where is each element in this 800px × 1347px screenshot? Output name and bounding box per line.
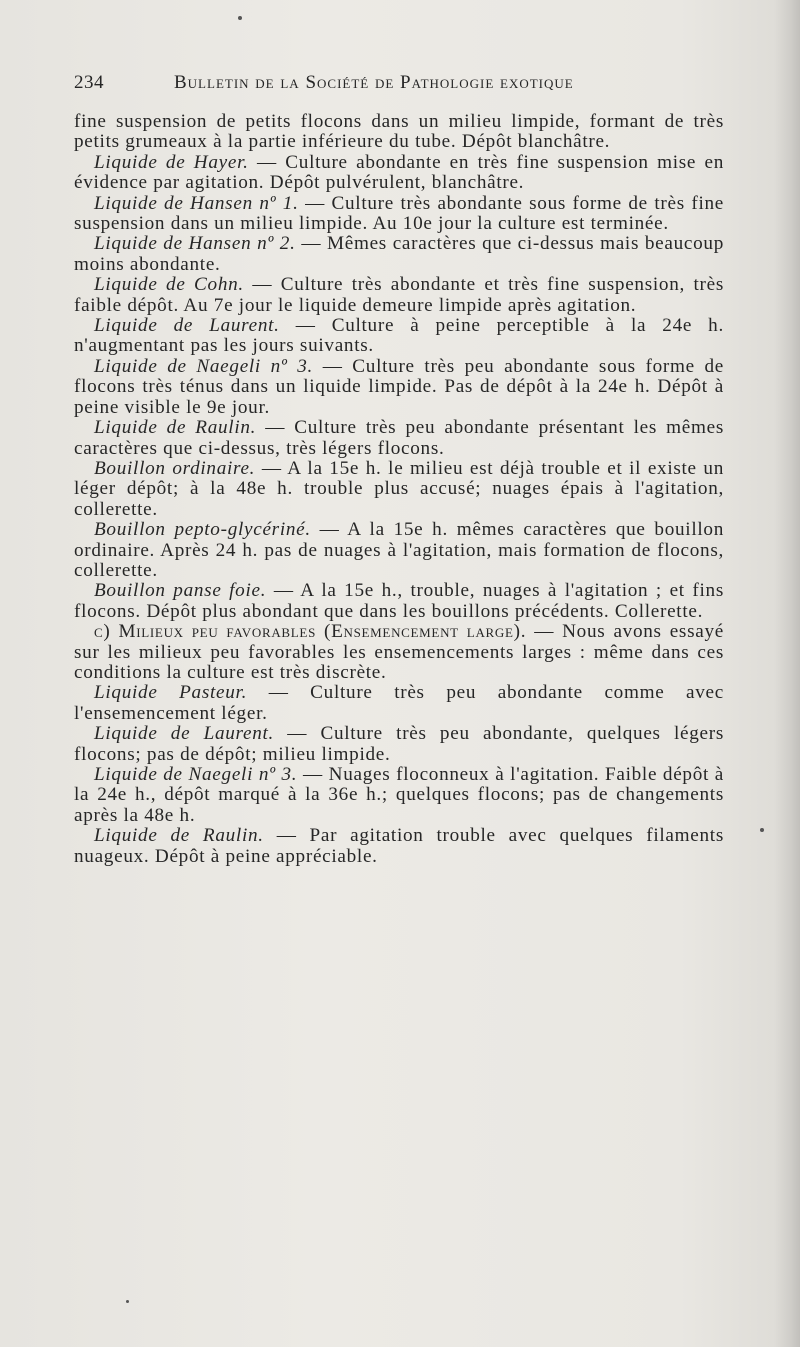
medium-name: Liquide de Hansen nº 2. bbox=[94, 233, 296, 255]
paragraph bbox=[74, 520, 724, 581]
paragraph bbox=[74, 153, 724, 194]
paragraph-text: — Culture très peu abondante sous forme de flocons très ténus dans un liquide limpide. Pas de dépôt à la 24e h. Dépôt à peine visible le 9e jour. bbox=[74, 355, 724, 418]
medium-name: Liquide de Cohn. bbox=[94, 274, 244, 296]
paragraph-text: — Mêmes caractères que ci-dessus mais beaucoup moins abondante. bbox=[74, 233, 724, 275]
paragraph bbox=[74, 275, 724, 316]
paragraph-text: — A la 15e h. le milieu est déjà trouble et il existe un léger dépôt; à la 48e h. trouble plus accusé; nuages épais à l'agitation, collerette. bbox=[74, 457, 724, 520]
medium-name: Liquide de Raulin. bbox=[94, 825, 264, 847]
scan-speck bbox=[760, 828, 764, 832]
paragraph bbox=[74, 194, 724, 235]
medium-name: Bouillon pepto-glycériné. bbox=[94, 519, 311, 541]
paragraph-text: — Nuages floconneux à l'agitation. Faible dépôt à la 24e h., dépôt marqué à la 36e h.; quelques flocons; pas de changements après la 48e h. bbox=[74, 764, 725, 826]
paragraph-text: — Culture très abondante sous forme de très fine suspension dans un milieu limpide. Au 10e jour la culture est terminée. bbox=[74, 192, 724, 235]
page-body bbox=[74, 112, 724, 867]
paragraph bbox=[74, 826, 724, 867]
page-edge-shadow bbox=[774, 0, 800, 1347]
paragraph-text: — Culture très peu abondante présentant les mêmes caractères que ci-dessus, très légers flocons. bbox=[74, 417, 724, 459]
medium-name: Bouillon panse foie. bbox=[94, 580, 267, 602]
medium-name: Bouillon ordinaire. bbox=[94, 457, 256, 479]
paragraph-text: — A la 15e h. mêmes caractères que bouillon ordinaire. Après 24 h. pas de nuages à l'agitation, mais formation de flocons, collerette. bbox=[74, 519, 724, 581]
paragraph bbox=[74, 112, 724, 153]
medium-name: Liquide de Laurent. bbox=[94, 315, 280, 337]
scan-speck bbox=[126, 1300, 129, 1303]
paragraph-text: — Par agitation trouble avec quelques filaments nuageux. Dépôt à peine appréciable. bbox=[74, 825, 724, 867]
medium-name: Liquide de Laurent. bbox=[94, 723, 275, 745]
page-header bbox=[74, 72, 714, 102]
paragraph bbox=[74, 765, 724, 826]
medium-name: Liquide Pasteur. bbox=[94, 682, 248, 704]
paragraph bbox=[74, 459, 724, 520]
medium-name: Liquide de Raulin. bbox=[94, 417, 257, 439]
paragraph-text: — Culture abondante en très fine suspension mise en évidence par agitation. Dépôt pulvérulent, blanchâtre. bbox=[74, 151, 725, 194]
section-label: c) Milieux peu favorables (Ensemencement large). bbox=[94, 621, 527, 643]
paragraph bbox=[74, 357, 724, 418]
paragraph bbox=[74, 683, 724, 724]
page-number: 234 bbox=[74, 72, 104, 93]
paragraph-text: — Culture très peu abondante comme avec l'ensemencement léger. bbox=[74, 682, 724, 724]
paragraph-text: — Nous avons essayé sur les milieux peu favorables les ensemencements larges : même dans ces conditions la culture est très discrète. bbox=[74, 621, 724, 683]
medium-name: Liquide de Hayer. bbox=[94, 151, 249, 173]
paragraph bbox=[74, 316, 724, 357]
medium-name: Liquide de Naegeli nº 3. bbox=[94, 764, 298, 785]
medium-name: Liquide de Naegeli nº 3. bbox=[94, 355, 314, 377]
paragraph-text: fine suspension de petits flocons dans un milieu limpide, formant de très petits grumeaux à la partie inférieure du tube. Dépôt blanchâtre. bbox=[74, 111, 724, 153]
paragraph-text: — Culture très abondante et très fine suspension, très faible dépôt. Au 7e jour le liquide demeure limpide après agitation. bbox=[74, 274, 724, 316]
medium-name: Liquide de Hansen nº 1. bbox=[94, 192, 299, 214]
section-paragraph bbox=[74, 622, 724, 683]
paragraph bbox=[74, 234, 724, 275]
paragraph bbox=[74, 724, 724, 765]
paragraph bbox=[74, 581, 724, 622]
running-title: Bulletin de la Société de Pathologie exotique bbox=[174, 72, 574, 93]
paragraph-text: — A la 15e h., trouble, nuages à l'agitation ; et fins flocons. Dépôt plus abondant que dans les bouillons précédents. Collerette. bbox=[74, 580, 724, 622]
paragraph-text: — Culture très peu abondante, quelques légers flocons; pas de dépôt; milieu limpide. bbox=[74, 723, 724, 765]
scan-speck bbox=[238, 16, 242, 20]
paragraph-text: — Culture à peine perceptible à la 24e h. n'augmentant pas les jours suivants. bbox=[74, 315, 724, 357]
paragraph bbox=[74, 418, 724, 459]
